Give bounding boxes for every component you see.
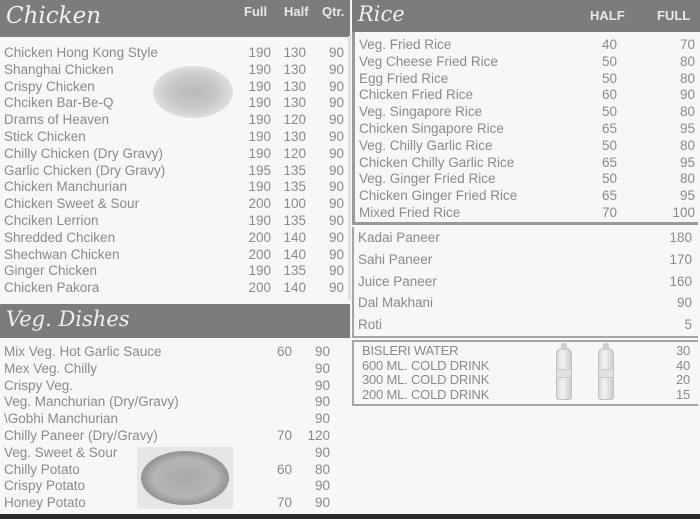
price-full: 70: [679, 37, 695, 52]
menu-item-row: [355, 204, 698, 221]
price-qtr: 90: [328, 263, 344, 279]
price-half: 60: [276, 461, 292, 477]
veg-section-title: Veg. Dishes: [6, 307, 130, 331]
price-half: 50: [601, 70, 617, 86]
water-bottle-icon: [556, 348, 572, 400]
price-half: 135: [283, 213, 306, 228]
price-full: 95: [679, 188, 695, 204]
price-full: 80: [679, 70, 695, 86]
menu-item-name: Mixed Fried Rice: [359, 205, 461, 220]
price-full: 80: [679, 137, 695, 153]
menu-item-row: [354, 227, 698, 249]
menu-item-name: Chicken Singapore Rice: [359, 121, 504, 136]
menu-item-row: [354, 314, 698, 336]
column-header-half: Half: [284, 4, 309, 19]
price-qtr: 90: [328, 246, 344, 262]
menu-item-name: Mix Veg. Hot Garlic Sauce: [4, 344, 162, 359]
menu-item-row: [355, 86, 698, 103]
price-full: 80: [679, 104, 695, 120]
price-full: 200: [248, 229, 271, 245]
price-full: 200: [248, 246, 271, 262]
menu-item-name: Honey Potato: [4, 495, 86, 511]
price-half: 130: [283, 95, 306, 111]
price-full: 95: [679, 121, 695, 136]
menu-item-name: Crispy Veg.: [4, 377, 74, 393]
plate-icon: [153, 66, 233, 118]
price-half: 70: [601, 205, 617, 220]
menu-item-row: [0, 229, 350, 246]
price-qtr: 90: [328, 112, 344, 128]
menu-item-row: [354, 388, 698, 403]
price-half: 135: [283, 162, 306, 178]
price-qtr: 90: [328, 45, 344, 60]
menu-item-row: [0, 128, 350, 145]
paneer-dal-menu-list: [352, 227, 698, 338]
menu-item-row: [354, 373, 698, 388]
price-half: 140: [283, 229, 306, 245]
price-full: 90: [314, 478, 330, 494]
column-header-qtr: Qtr.: [322, 4, 345, 19]
menu-item-row: [0, 427, 350, 444]
menu-item-name: Chilly Potato: [4, 461, 80, 477]
price-full: 90: [314, 394, 330, 410]
menu-item-name: Dal Makhani: [358, 295, 434, 311]
bowl-icon: [141, 451, 229, 505]
price-half: 140: [283, 280, 306, 296]
price-full: 80: [679, 171, 695, 187]
price-half: 50: [601, 53, 617, 69]
price-qtr: 90: [328, 95, 344, 111]
menu-item-row: [355, 137, 698, 154]
menu-item-row: [0, 410, 350, 427]
price-full: 90: [679, 87, 695, 103]
price-half: 70: [276, 428, 292, 443]
price-qtr: 90: [328, 196, 344, 212]
menu-item-name: Chicken Chilly Garlic Rice: [359, 154, 515, 170]
price-qtr: 90: [328, 213, 344, 228]
price-full: 80: [314, 461, 330, 477]
menu-item-row: [354, 359, 698, 374]
menu-item-name: Chciken Bar-Be-Q: [4, 95, 114, 111]
price-half: 50: [601, 137, 617, 153]
price-full: 190: [248, 61, 271, 77]
menu-item-row: [0, 178, 350, 195]
veg-dish-image: [137, 447, 233, 509]
price-full: 90: [314, 377, 330, 393]
price-full: 90: [314, 360, 330, 376]
menu-item-name: Veg. Manchurian (Dry/Gravy): [4, 394, 179, 410]
price-half: 130: [283, 61, 306, 77]
price-half: 50: [601, 104, 617, 120]
menu-item-name: Shredded Chciken: [4, 229, 116, 245]
price-qtr: 90: [328, 78, 344, 94]
rice-section-header: [352, 0, 700, 32]
price-half: 65: [601, 188, 617, 204]
menu-item-row: [355, 53, 698, 70]
menu-item-name: Crispy Potato: [4, 478, 86, 494]
rice-section-title: Rice: [358, 2, 405, 26]
price-half: 60: [601, 87, 617, 103]
price-qtr: 90: [328, 129, 344, 144]
menu-item-row: [0, 246, 350, 263]
menu-item-name: Sahi Paneer: [358, 251, 433, 267]
price-half: 140: [283, 246, 306, 262]
menu-item-name: Garlic Chicken (Dry Gravy): [4, 162, 166, 178]
menu-item-name: 200 ML. COLD DRINK: [362, 386, 490, 402]
menu-item-name: Chciken Lerrion: [4, 213, 99, 228]
price-price: 180: [669, 230, 692, 245]
price-half: 135: [283, 263, 306, 279]
menu-item-row: [354, 292, 698, 314]
menu-item-row: [354, 271, 698, 293]
price-price: 90: [676, 295, 692, 311]
price-full: 190: [248, 213, 271, 228]
price-qtr: 90: [328, 61, 344, 77]
price-full: 190: [248, 263, 271, 279]
price-half: 70: [276, 495, 292, 511]
price-full: 100: [672, 205, 695, 220]
price-full: 90: [314, 444, 330, 460]
menu-item-name: Crispy Chicken: [4, 78, 95, 94]
menu-item-name: \Gobhi Manchurian: [4, 411, 119, 427]
price-half: 65: [601, 121, 617, 136]
price-price: 5: [684, 317, 692, 333]
price-price: 30: [675, 343, 690, 358]
price-full: 80: [679, 53, 695, 69]
price-half: 130: [283, 45, 306, 60]
menu-item-row: [355, 120, 698, 137]
rice-menu-list: [352, 32, 698, 225]
price-half: 40: [601, 37, 617, 52]
menu-item-row: [355, 70, 698, 87]
menu-item-row: [0, 360, 350, 377]
menu-item-name: Chicken Hong Kong Style: [4, 45, 158, 60]
price-full: 190: [248, 145, 271, 161]
price-half: 130: [283, 78, 306, 94]
chicken-section-header: [0, 0, 350, 37]
menu-item-row: [355, 154, 698, 171]
price-full: 200: [248, 280, 271, 296]
menu-item-name: Veg. Chilly Garlic Rice: [359, 137, 493, 153]
menu-item-name: Drams of Heaven: [4, 112, 110, 128]
menu-item-row: [354, 249, 698, 271]
price-half: 120: [283, 112, 306, 128]
price-full: 190: [248, 78, 271, 94]
price-half: 100: [283, 196, 306, 212]
price-full: 90: [314, 495, 330, 511]
menu-item-name: Chicken Fried Rice: [359, 87, 474, 103]
water-bottle-icon: [598, 348, 614, 400]
column-header-half: HALF: [590, 8, 625, 23]
price-full: 195: [248, 162, 271, 178]
price-qtr: 90: [328, 179, 344, 195]
price-full: 120: [307, 428, 330, 443]
bottom-border: [0, 514, 700, 519]
menu-item-name: Roti: [358, 317, 383, 333]
menu-item-name: Veg. Singapore Rice: [359, 104, 483, 120]
menu-item-name: Chicken Ginger Fried Rice: [359, 188, 518, 204]
price-half: 60: [276, 344, 292, 359]
menu-item-name: BISLERI WATER: [362, 343, 459, 358]
price-half: 50: [601, 171, 617, 187]
menu-item-name: Veg Cheese Fried Rice: [359, 53, 498, 69]
menu-item-row: [0, 393, 350, 410]
menu-item-name: Stick Chicken: [4, 129, 86, 144]
menu-item-row: [355, 36, 698, 53]
menu-item-row: [355, 103, 698, 120]
drinks-menu-list: [352, 340, 698, 406]
menu-item-name: 300 ML. COLD DRINK: [362, 372, 490, 387]
price-half: 120: [283, 145, 306, 161]
menu-item-name: Chilly Chicken (Dry Gravy): [4, 145, 164, 161]
menu-item-name: Veg. Ginger Fried Rice: [359, 171, 496, 187]
price-half: 65: [601, 154, 617, 170]
price-price: 40: [675, 357, 690, 373]
menu-item-row: [0, 262, 350, 279]
menu-item-row: [0, 195, 350, 212]
price-half: 135: [283, 179, 306, 195]
menu-item-row: [0, 145, 350, 162]
veg-section-header: [0, 304, 350, 338]
menu-item-row: [0, 279, 350, 296]
menu-item-name: Chicken Manchurian: [4, 179, 128, 195]
menu-item-name: Shanghai Chicken: [4, 61, 114, 77]
price-price: 170: [669, 251, 692, 267]
menu-item-row: [0, 212, 350, 229]
price-price: 15: [675, 386, 690, 402]
menu-item-row: [0, 343, 350, 360]
price-price: 20: [675, 372, 690, 387]
menu-item-name: Egg Fried Rice: [359, 70, 449, 86]
price-full: 190: [248, 179, 271, 195]
column-header-full: Full: [244, 4, 268, 19]
menu-item-name: Kadai Paneer: [358, 230, 440, 245]
menu-item-name: Ginger Chicken: [4, 263, 98, 279]
price-full: 190: [248, 112, 271, 128]
price-qtr: 90: [328, 280, 344, 296]
price-half: 130: [283, 129, 306, 144]
menu-item-name: Chicken Sweet & Sour: [4, 196, 140, 212]
menu-item-row: [0, 44, 350, 61]
price-qtr: 90: [328, 162, 344, 178]
menu-item-name: Mex Veg. Chilly: [4, 360, 98, 376]
menu-item-name: Veg. Sweet & Sour: [4, 444, 118, 460]
price-full: 90: [314, 344, 330, 359]
menu-item-row: [355, 170, 698, 187]
menu-item-name: Juice Paneer: [358, 273, 437, 289]
price-price: 160: [669, 273, 692, 289]
menu-item-name: Veg. Fried Rice: [359, 37, 452, 52]
column-header-full: FULL: [657, 8, 691, 23]
menu-item-name: Chilly Paneer (Dry/Gravy): [4, 428, 158, 443]
price-full: 190: [248, 45, 271, 60]
menu-item-row: [355, 187, 698, 204]
price-full: 190: [248, 129, 271, 144]
price-full: 95: [679, 154, 695, 170]
price-qtr: 90: [328, 229, 344, 245]
menu-item-row: [0, 162, 350, 179]
chicken-section-title: Chicken: [6, 3, 102, 29]
price-qtr: 90: [328, 145, 344, 161]
menu-item-name: Chicken Pakora: [4, 280, 100, 296]
price-full: 200: [248, 196, 271, 212]
menu-item-name: Shechwan Chicken: [4, 246, 120, 262]
menu-item-row: [354, 344, 698, 359]
menu-item-name: 600 ML. COLD DRINK: [362, 357, 490, 373]
price-full: 190: [248, 95, 271, 111]
price-full: 90: [314, 411, 330, 427]
menu-item-row: [0, 377, 350, 394]
